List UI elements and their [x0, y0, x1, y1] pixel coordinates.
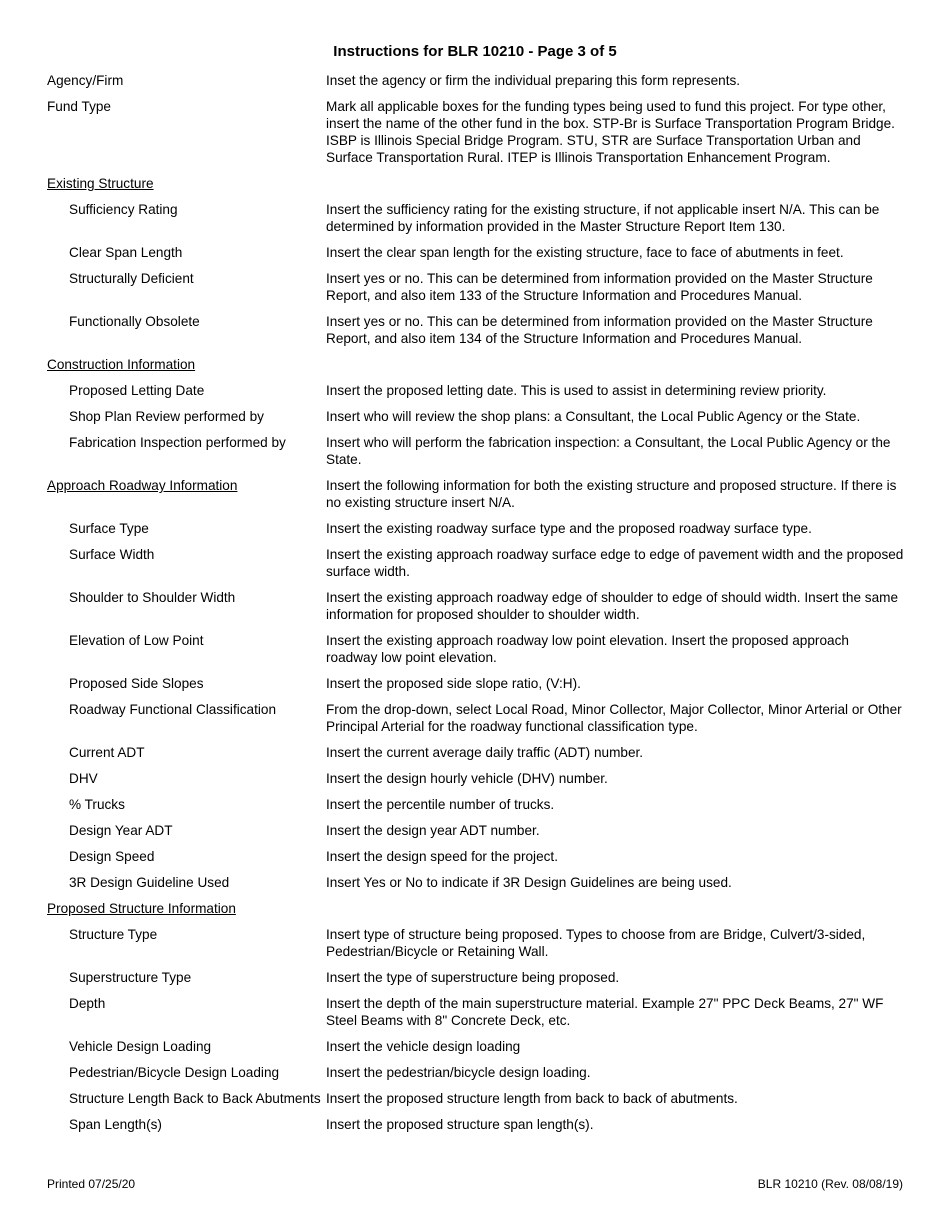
- field-label: Sufficiency Rating: [69, 202, 178, 217]
- field-instruction: Insert the following information for both the existing structure and proposed structure. If there is no existing structure insert N/A.: [326, 478, 897, 510]
- instruction-row: [0, 589, 950, 623]
- field-label: Fabrication Inspection performed by: [69, 435, 286, 450]
- field-label: Fund Type: [47, 99, 111, 114]
- field-instruction: From the drop-down, select Local Road, Minor Collector, Major Collector, Minor Arterial or Other Principal Arterial for the roadway functional classification type.: [326, 702, 902, 734]
- field-label: % Trucks: [69, 797, 125, 812]
- field-label: Vehicle Design Loading: [69, 1039, 212, 1054]
- field-label: Superstructure Type: [69, 970, 192, 985]
- instruction-row: [0, 874, 950, 891]
- instruction-row: [0, 701, 950, 735]
- instruction-row: [0, 848, 950, 865]
- instruction-row: [0, 72, 950, 89]
- field-instruction: Insert Yes or No to indicate if 3R Design Guidelines are being used.: [326, 875, 732, 890]
- field-label: Surface Type: [69, 521, 149, 536]
- field-instruction: Inset the agency or firm the individual preparing this form represents.: [326, 73, 741, 88]
- field-label: Proposed Letting Date: [69, 383, 205, 398]
- instruction-row: [0, 546, 950, 580]
- instruction-row: [0, 244, 950, 261]
- printed-date: Printed 07/25/20: [47, 1177, 136, 1191]
- instruction-row: [0, 1090, 950, 1107]
- instruction-row: [0, 201, 950, 235]
- field-label: Design Speed: [69, 849, 155, 864]
- form-revision: BLR 10210 (Rev. 08/08/19): [757, 1177, 903, 1191]
- field-instruction: Insert who will perform the fabrication inspection: a Consultant, the Local Public Agency or the State.: [326, 435, 891, 467]
- field-label: Elevation of Low Point: [69, 633, 204, 648]
- instruction-row: [0, 995, 950, 1029]
- field-label: 3R Design Guideline Used: [69, 875, 230, 890]
- field-instruction: Insert the current average daily traffic (ADT) number.: [326, 745, 644, 760]
- section-row: [0, 900, 950, 917]
- field-instruction: Insert the pedestrian/bicycle design loading.: [326, 1065, 591, 1080]
- field-instruction: Insert the existing approach roadway low point elevation. Insert the proposed approach roadway low point elevation.: [326, 633, 849, 665]
- instruction-row: [0, 796, 950, 813]
- field-label: Pedestrian/Bicycle Design Loading: [69, 1065, 280, 1080]
- instruction-row: [0, 98, 950, 166]
- field-label: Roadway Functional Classification: [69, 702, 277, 717]
- field-label: Design Year ADT: [69, 823, 173, 838]
- field-instruction: Insert the vehicle design loading: [326, 1039, 521, 1054]
- field-label: DHV: [69, 771, 98, 786]
- instruction-row: [0, 1038, 950, 1055]
- instruction-row: [0, 382, 950, 399]
- instruction-row: [0, 408, 950, 425]
- instruction-row: [0, 822, 950, 839]
- instruction-row: [0, 1116, 950, 1133]
- field-instruction: Insert the type of superstructure being proposed.: [326, 970, 620, 985]
- instruction-row: [0, 770, 950, 787]
- section-heading: Construction Information: [47, 357, 196, 372]
- field-label: Structurally Deficient: [69, 271, 194, 286]
- field-instruction: Mark all applicable boxes for the funding types being used to fund this project. For type other, insert the name of the other fund in the box. STP-Br is Surface Transportation Program Bridge. ISBP is Illinois Special Bridge Program. STU, STR are Surface Transportation Urban and Surface Transportation Rural. ITEP is Illinois Transportation Enhancement Program.: [326, 99, 895, 165]
- field-instruction: Insert yes or no. This can be determined from information provided on the Master Structure Report, and also item 133 of the Structure Information and Procedures Manual.: [326, 271, 873, 303]
- field-instruction: Insert the design hourly vehicle (DHV) number.: [326, 771, 608, 786]
- field-label: Proposed Side Slopes: [69, 676, 204, 691]
- instruction-list: [0, 72, 950, 1142]
- field-label: Shop Plan Review performed by: [69, 409, 264, 424]
- field-instruction: Insert the proposed letting date. This is used to assist in determining review priority.: [326, 383, 827, 398]
- field-label: Depth: [69, 996, 106, 1011]
- field-label: Clear Span Length: [69, 245, 183, 260]
- instruction-row: [0, 632, 950, 666]
- field-instruction: [326, 175, 904, 192]
- section-heading: Approach Roadway Information: [47, 478, 238, 493]
- field-instruction: Insert who will review the shop plans: a Consultant, the Local Public Agency or the State.: [326, 409, 861, 424]
- instruction-row: [0, 926, 950, 960]
- instruction-row: [0, 1064, 950, 1081]
- field-instruction: Insert the design year ADT number.: [326, 823, 540, 838]
- field-label: Structure Type: [69, 927, 158, 942]
- field-instruction: [326, 356, 904, 373]
- field-instruction: Insert the existing approach roadway edge of shoulder to edge of should width. Insert the same information for proposed shoulder to shoulder width.: [326, 590, 899, 622]
- field-label: Shoulder to Shoulder Width: [69, 590, 236, 605]
- field-instruction: Insert the percentile number of trucks.: [326, 797, 555, 812]
- field-label: Agency/Firm: [47, 73, 124, 88]
- field-instruction: Insert the sufficiency rating for the existing structure, if not applicable insert N/A. This can be determined by information provided in the Master Structure Report Item 130.: [326, 202, 880, 234]
- section-heading: Proposed Structure Information: [47, 901, 236, 916]
- field-instruction: Insert the proposed structure span length(s).: [326, 1117, 594, 1132]
- section-row: [0, 175, 950, 192]
- instruction-row: [0, 270, 950, 304]
- instruction-row: [0, 744, 950, 761]
- field-label: Current ADT: [69, 745, 145, 760]
- instruction-row: [0, 313, 950, 347]
- instruction-row: [0, 434, 950, 468]
- instruction-row: [0, 969, 950, 986]
- field-instruction: [326, 900, 904, 917]
- field-instruction: Insert the existing approach roadway surface edge to edge of pavement width and the proposed surface width.: [326, 547, 904, 579]
- instruction-row: [0, 675, 950, 692]
- field-label: Structure Length Back to Back Abutments: [69, 1091, 321, 1106]
- field-instruction: Insert the design speed for the project.: [326, 849, 558, 864]
- field-label: Span Length(s): [69, 1117, 162, 1132]
- instruction-row: [0, 520, 950, 537]
- field-instruction: Insert type of structure being proposed. Types to choose from are Bridge, Culvert/3-sided, Pedestrian/Bicycle or Retaining Wall.: [326, 927, 866, 959]
- field-instruction: Insert the proposed side slope ratio, (V:H).: [326, 676, 581, 691]
- section-heading: Existing Structure: [47, 176, 154, 191]
- page-title: Instructions for BLR 10210 - Page 3 of 5: [333, 43, 617, 60]
- field-instruction: Insert the existing roadway surface type and the proposed roadway surface type.: [326, 521, 812, 536]
- field-instruction: Insert yes or no. This can be determined from information provided on the Master Structure Report, and also item 134 of the Structure Information and Procedures Manual.: [326, 314, 873, 346]
- field-label: Functionally Obsolete: [69, 314, 200, 329]
- field-instruction: Insert the proposed structure length from back to back of abutments.: [326, 1091, 738, 1106]
- field-instruction: Insert the clear span length for the existing structure, face to face of abutments in feet.: [326, 245, 844, 260]
- field-instruction: Insert the depth of the main superstructure material. Example 27" PPC Deck Beams, 27" WF Steel Beams with 8" Concrete Deck, etc.: [326, 996, 884, 1028]
- section-row: [0, 356, 950, 373]
- field-label: Surface Width: [69, 547, 155, 562]
- section-row: [0, 477, 950, 511]
